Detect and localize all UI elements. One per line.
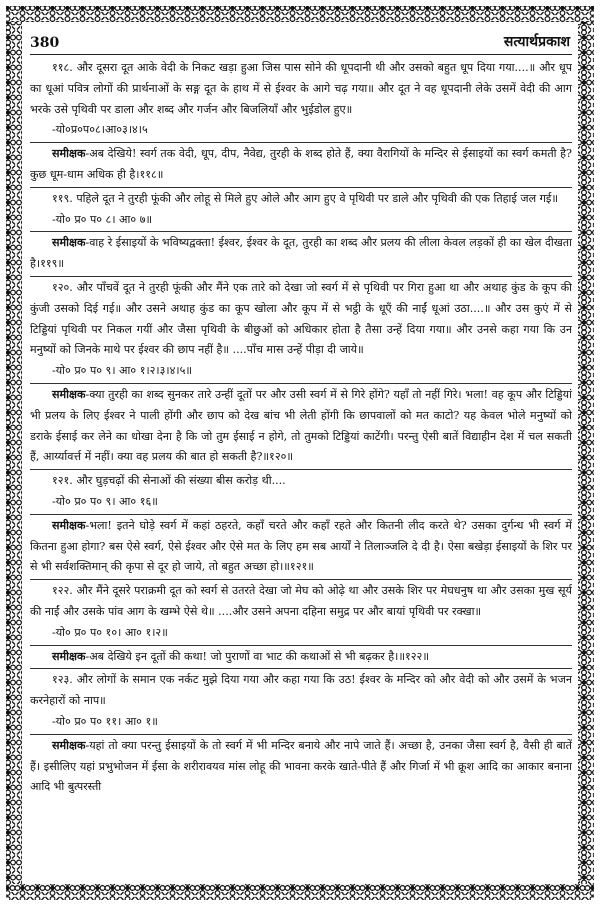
commentary-label: समीक्षक [52, 236, 86, 250]
verse-reference: -यो० प्र० प० ९। आ० १६॥ [52, 494, 158, 508]
divider [30, 469, 572, 470]
book-title: सत्यार्थप्रकाश [503, 34, 570, 50]
divider [30, 514, 572, 515]
verse-reference: -यो० प्र० प० १०। आ० १।२॥ [52, 625, 168, 639]
page-content [30, 32, 572, 872]
divider [30, 668, 572, 669]
commentary-122 [30, 647, 572, 668]
verse-text: १२१. और घुड़चढ़ों की सेनाओं की संख्या बीस करोड़ थी.... [52, 474, 286, 488]
verse-reference: -यो० प्र० प० ८। आ० ७॥ [52, 212, 153, 226]
divider [30, 734, 572, 735]
commentary-label: समीक्षक [52, 649, 86, 663]
divider [30, 276, 572, 277]
divider [30, 231, 572, 232]
commentary-123 [30, 736, 572, 798]
commentary-text: -अब देखिये इन दूतों की कथा! जो पुराणों वा भाट की कथाओं से भी बढ़कर है।॥१२२॥ [85, 649, 429, 663]
verse-122 [30, 581, 572, 643]
verse-123 [30, 670, 572, 732]
commentary-label: समीक्षक [52, 738, 86, 752]
commentary-text: -यहां तो क्या परन्तु ईसाइयों के तो स्वर्ग में भी मन्दिर बनाये और नापे जाते हैं। अच्छा है, उनका जैसा स्वर्ग है, वैसी ही बातें हैं। इसीलिए यहां प्रभुभोजन में ईसा के शरीरावयव मांस लोहू की भावना करके खाते-पीते हैं और गिर्जा में भी क्रूश आदि का आकार बनाना आदि भी बुत्परस्ती [30, 738, 572, 794]
verse-reference: -यो०प्र०प०८।आ०३।४।५ [52, 123, 148, 137]
verse-text: १२३. और लोगों के समान एक नर्कट मुझे दिया गया और कहा गया कि उठ! ईश्वर के मन्दिर को और वेदी को और उसमें के भजन करनेहारों को नाप॥ [30, 673, 572, 708]
commentary-label: समीक्षक [52, 518, 86, 532]
verse-121 [30, 471, 572, 513]
verse-120 [30, 278, 572, 382]
divider [30, 383, 572, 384]
page-header [30, 32, 572, 53]
verse-reference: -यो० प्र० प० ९। आ० १।२।३।४।५॥ [52, 364, 192, 378]
commentary-label: समीक्षक [52, 387, 86, 401]
commentary-label: समीक्षक [52, 147, 86, 161]
commentary-text: -अब देखिये! स्वर्ग तक वेदी, धूप, दीप, नैवेद्य, तुरही के शब्द होते हैं, क्या वैरागियों के मन्दिर से ईसाइयों का स्वर्ग कमती है? कुछ धूम-धाम अधिक ही है।११८॥ [30, 147, 572, 181]
commentary-text: -भला! इतने घोड़े स्वर्ग में कहां ठहरते, कहाँ चरते और कहाँ रहते और कितनी लीद करते थे? उसका दुर्गन्ध भी स्वर्ग में कितना हुआ होगा? बस ऐसे स्वर्ग, ऐसे ईश्वर और ऐसे मत के लिए हम सब आर्यों ने तिलाञ्जलि दे दी है। ऐसा बखेड़ा ईसाइयों के शिर पर से भी सर्वशक्तिमान् की कृपा से दूर हो जाये, तो बहुत अच्छा हो।॥१२१॥ [30, 518, 572, 574]
verse-118 [30, 58, 572, 141]
page-number: 380 [30, 35, 60, 51]
commentary-120 [30, 385, 572, 468]
header-rule [30, 54, 572, 55]
verse-text: ११९. पहिले दूत ने तुरही फूंकी और लोहू से मिले हुए ओले और आग हुए वे पृथिवी पर डाले और पृथिवी की एक तिहाई जल गई॥ [52, 191, 558, 205]
verse-119 [30, 189, 572, 231]
commentary-121 [30, 516, 572, 578]
divider [30, 187, 572, 188]
commentary-text: -क्या तुरही का शब्द सुनकर तारे उन्हीं दूतों पर और उसी स्वर्ग में से गिरे होंगे? यहाँ तो नहीं गिरे। भला! वह कूप और टिड्डियां भी प्रलय के लिए ईश्वर ने पाली होंगी और छाप को देख बांच भी लेती होंगी कि छापवालों को मत काटो? यह केवल भोले मनुष्यों को डराके ईसाई कर लेने का धोखा देना है कि जो तुम ईसाई न होगे, तो तुमको टिड्डियां काटेंगी। परन्तु ऐसी बातें विद्याहीन देश में चल सकती हैं, आर्य्यावर्त्त में नहीं। क्या वह प्रलय की बात हो सकती है?॥१२०॥ [30, 387, 572, 464]
verse-text: १२२. और मैंने दूसरे पराक्रमी दूत को स्वर्ग से उतरते देखा जो मेघ को ओढ़े था और उसके शिर पर मेघधनुष था और उसका मुख सूर्य की नाईं और उसके पांव आग के खम्भे ऐसे थे॥ ....और उसने अपना दहिना समुद्र पर और बायां पृथिवी पर रक्खा॥ [30, 584, 572, 618]
divider [30, 645, 572, 646]
commentary-text: -वाह रे ईसाइयों के भविष्यद्वक्ता! ईश्वर, ईश्वर के दूत, तुरही का शब्द और प्रलय की लीला केवल लड़कों ही का खेल दीखता है।११९॥ [30, 236, 572, 271]
divider [30, 142, 572, 143]
commentary-119 [30, 233, 572, 275]
verse-text: १२०. और पाँचवें दूत ने तुरही फूंकी और मैंने एक तारे को देखा जो स्वर्ग में से पृथिवी पर गिरा हुआ था और अथाह कुंड के कूप की कुंजी उसको दिई गई॥ और उसने अथाह कुंड का कूप खोला और कूप में से भट्ठी के धूएँ की नाईं धूआं उठा....॥ और उस कुएं में से टिड्डियां पृथिवी पर निकल गयीं और जैसा पृथिवी के बीछुओं को अधिकार होता है तैसा उन्हें दिया गया॥ और उनसे कहा गया कि उन मनुष्यों को जिनके माथे पर ईश्वर की छाप नहीं है॥ ....पाँच मास उन्हें पीड़ा दी जाये॥ [30, 280, 572, 357]
divider [30, 579, 572, 580]
verse-reference: -यो० प्र० प० ११। आ० १॥ [52, 714, 158, 728]
commentary-118 [30, 144, 572, 186]
verse-text: ११८. और दूसरा दूत आके वेदी के निकट खड़ा हुआ जिस पास सोने की धूपदानी थी और उसको बहुत धूप दिया गया....॥ और धूप का धूआं पवित्र लोगों की प्रार्थनाओं के सङ्ग दूत के हाथ में से ईश्वर के आगे चढ़ गया॥ और दूत ने वह धूपदानी लेके उसमें वेदी की आग भरके उसे पृथिवी पर डाला और शब्द और गर्जन और बिजलियाँ और भुईडोल हुए॥ [30, 61, 572, 116]
